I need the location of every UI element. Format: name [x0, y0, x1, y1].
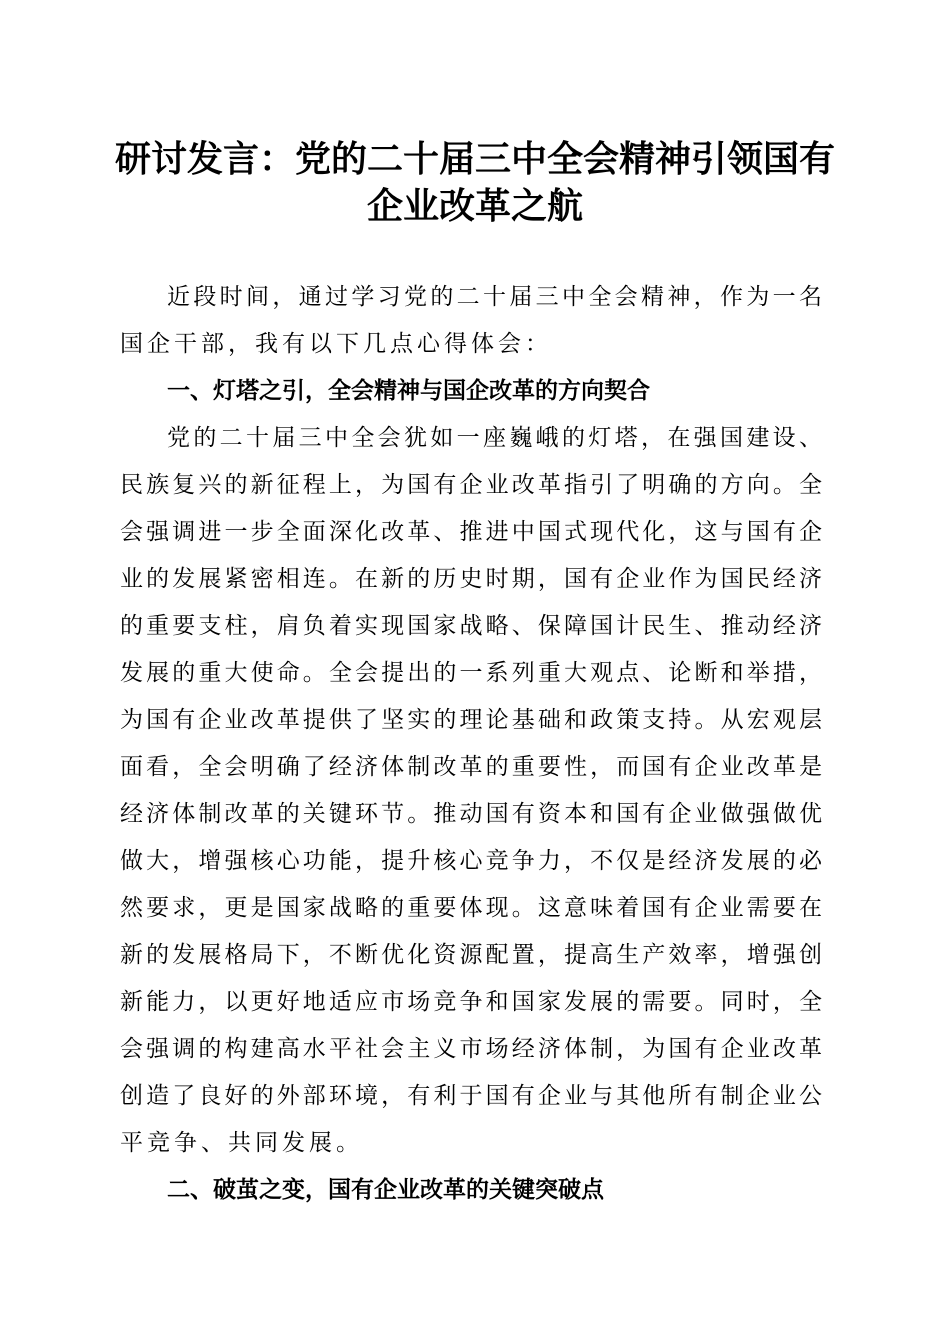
- paragraph-line: 会强调的构建高水平社会主义市场经济体制，为国有企业改革: [120, 1036, 822, 1062]
- document-title-line-1: 研讨发言：党的二十届三中全会精神引领国有: [114, 138, 835, 180]
- paragraph-line: 创造了良好的外部环境，有利于国有企业与其他所有制企业公: [120, 1083, 822, 1109]
- paragraph-line: 经济体制改革的关键环节。推动国有资本和国有企业做强做优: [120, 801, 822, 827]
- paragraph-line: 发展的重大使命。全会提出的一系列重大观点、论断和举措，: [120, 660, 822, 686]
- section-1-heading: 一、灯塔之引，全会精神与国企改革的方向契合: [167, 378, 650, 404]
- paragraph-line: 平竞争、共同发展。: [120, 1130, 363, 1156]
- document-title-line-2: 企业改革之航: [366, 185, 583, 227]
- paragraph-line: 民族复兴的新征程上，为国有企业改革指引了明确的方向。全: [120, 472, 822, 498]
- paragraph-line: 业的发展紧密相连。在新的历史时期，国有企业作为国民经济: [120, 566, 822, 592]
- paragraph-line: 新的发展格局下，不断优化资源配置，提高生产效率，增强创: [120, 942, 822, 968]
- paragraph-line: 会强调进一步全面深化改革、推进中国式现代化，这与国有企: [120, 519, 822, 545]
- paragraph-line: 为国有企业改革提供了坚实的理论基础和政策支持。从宏观层: [120, 707, 822, 733]
- document-body: [120, 274, 822, 1214]
- paragraph-line: 新能力，以更好地适应市场竞争和国家发展的需要。同时，全: [120, 989, 822, 1015]
- section-1-paragraph: [120, 415, 822, 1167]
- section-2-heading: 二、破茧之变，国有企业改革的关键突破点: [167, 1177, 604, 1203]
- paragraph-line: 然要求，更是国家战略的重要体现。这意味着国有企业需要在: [120, 895, 822, 921]
- paragraph-line: 做大，增强核心功能，提升核心竞争力，不仅是经济发展的必: [120, 848, 822, 874]
- paragraph-line: 面看，全会明确了经济体制改革的重要性，而国有企业改革是: [120, 754, 822, 780]
- paragraph-line: 党的二十届三中全会犹如一座巍峨的灯塔，在强国建设、: [167, 425, 822, 451]
- paragraph-line: 的重要支柱，肩负着实现国家战略、保障国计民生、推动经济: [120, 613, 822, 639]
- intro-line: 国企干部，我有以下几点心得体会：: [120, 331, 552, 357]
- intro-line: 近段时间，通过学习党的二十届三中全会精神，作为一名: [167, 284, 822, 310]
